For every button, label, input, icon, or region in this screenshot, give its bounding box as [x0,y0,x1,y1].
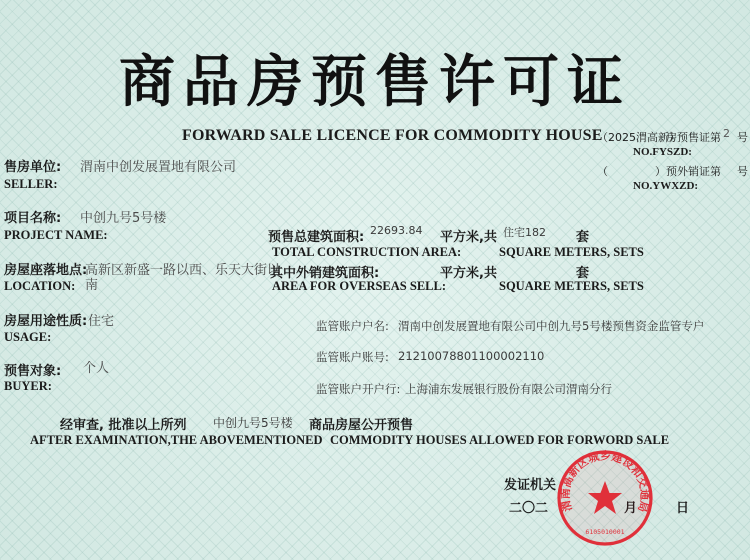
total-area-unit-en: SQUARE METERS, SETS [499,245,644,259]
location-value-line1: 高新区新盛一路以西、乐天大街以 [85,263,281,278]
seller-label-en: SELLER: [4,177,58,191]
supervision-name-value: 渭南中创发展置地有限公司中创九号5号楼预售资金监管专户 [398,319,705,333]
seal-text: 渭南高新区城乡建设和交通局 [558,449,652,514]
approval-suffix: 商品房屋公开预售 [309,418,414,433]
overseas-area-unit: 平方米,共 [440,266,497,281]
buyer-label: 预售对象: [4,364,62,379]
cert-number-label: 房预售证第 [666,131,721,144]
total-area-sets-value: 住宅182 [503,226,546,239]
total-area-sets-unit: 套 [576,230,590,245]
overseas-number-suffix: 号 [737,165,748,178]
location-label: 房屋座落地点: [4,263,88,278]
usage-value: 住宅 [88,314,115,329]
certificate-title-en: FORWARD SALE LICENCE FOR COMMODITY HOUSE [182,127,603,144]
overseas-number-prefix: （ [597,165,608,178]
cert-number-value: 2 [723,127,730,140]
project-label-en: PROJECT NAME: [4,228,108,242]
supervision-account-value: 21210078801100002110 [398,349,545,363]
project-value: 中创九号5号楼 [80,211,167,226]
approval-project: 中创九号5号楼 [213,416,293,430]
supervision-name-label: 监管账户户名: [316,319,389,333]
location-value-line2: 南 [85,278,99,293]
overseas-number-label: 预外销证第 [666,165,721,178]
buyer-value: 个人 [83,361,110,376]
total-area-label: 预售总建筑面积: [268,230,365,245]
overseas-area-label-en: AREA FOR OVERSEAS SELL: [272,279,446,293]
total-area-value: 22693.84 [370,224,423,237]
approval-prefix: 经审查, 批准以上所列 [60,418,187,433]
overseas-area-label: 其中外销建筑面积: [270,266,380,281]
overseas-area-sets-unit: 套 [576,266,590,281]
approval-en-a: AFTER EXAMINATION,THE ABOVEMENTIONED [30,433,323,447]
project-label: 项目名称: [4,211,62,226]
official-seal-stamp [555,448,655,548]
seller-label: 售房单位: [4,160,62,175]
supervision-account-label: 监管账户账号: [316,350,389,364]
supervision-bank-label: 监管账户开户行: [316,382,401,396]
cert-number-suffix: 号 [737,131,748,144]
cert-number-code: NO.FYSZD: [633,146,692,158]
approval-en-b: COMMODITY HOUSES ALLOWED FOR FORWORD SALE [330,433,670,447]
total-area-unit: 平方米,共 [440,230,497,245]
issue-date-day: 日 [676,501,690,516]
supervision-bank-value: 上海浦东发展银行股份有限公司渭南分行 [405,382,612,396]
issuer-label: 发证机关 [504,478,557,493]
buyer-label-en: BUYER: [4,379,52,393]
overseas-number-close: ） [655,165,666,178]
issue-date-year: 二〇二 [509,501,549,516]
overseas-number-code: NO.YWXZD: [633,180,699,192]
cert-number-prefix: （2025渭高新） [597,131,680,144]
overseas-area-unit-en: SQUARE METERS, SETS [499,279,644,293]
certificate-title: 商品房预售许可证 [119,50,631,115]
total-area-label-en: TOTAL CONSTRUCTION AREA: [272,245,462,259]
usage-label-en: USAGE: [4,330,52,344]
seller-value: 渭南中创发展置地有限公司 [80,160,237,175]
seal-code: 6105010001 [585,528,625,536]
usage-label: 房屋用途性质: [4,314,88,329]
location-label-en: LOCATION: [4,279,76,293]
